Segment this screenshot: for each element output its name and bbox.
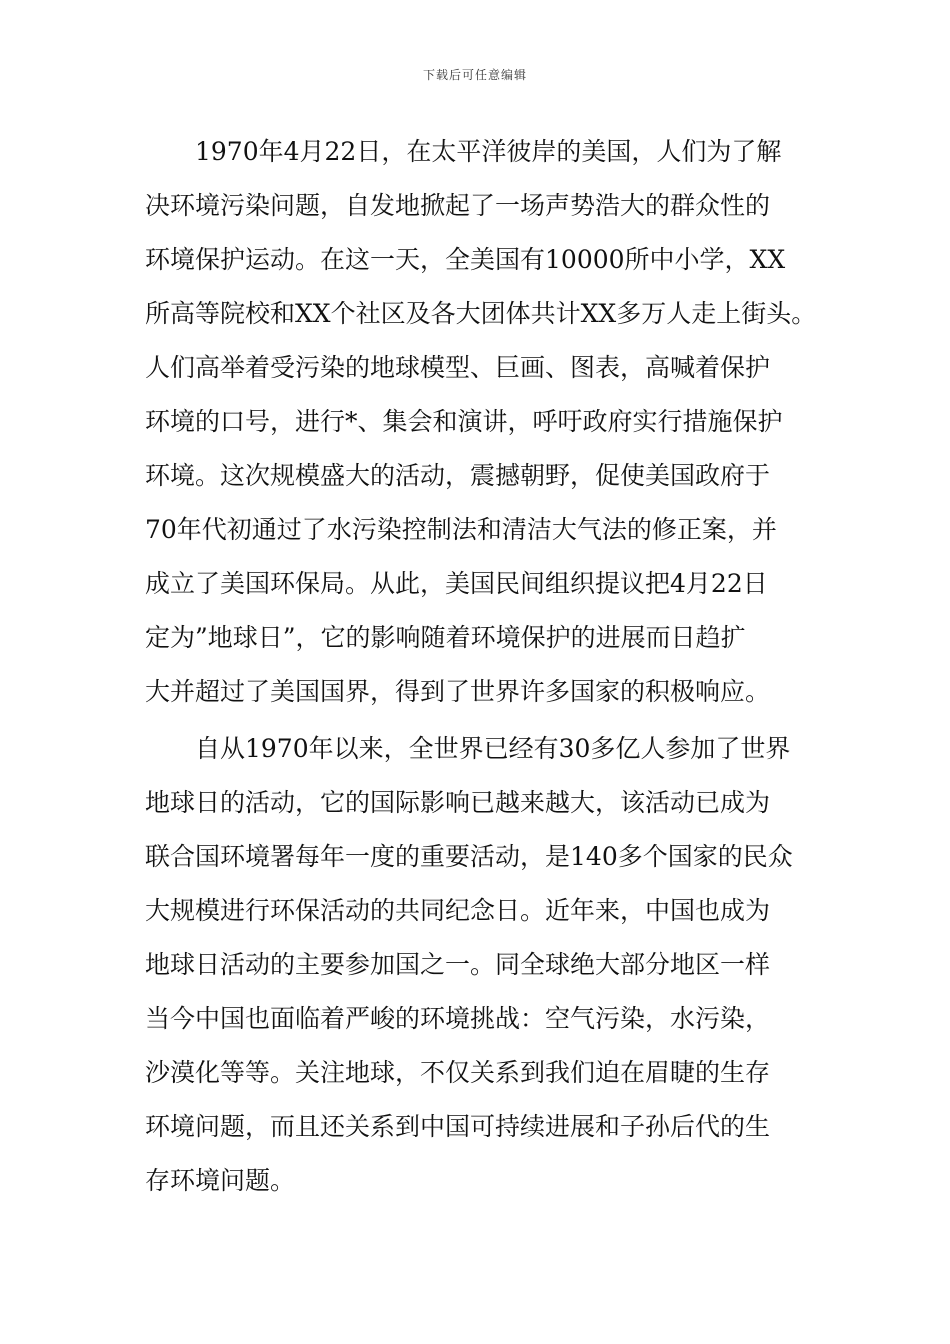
text-line: 70年代初通过了水污染控制法和清洁大气法的修正案，并 (145, 515, 777, 544)
page-header: 下载后可任意编辑 (422, 68, 527, 82)
text-line: 决环境污染问题，自发地掀起了一场声势浩大的群众性的 (145, 191, 771, 220)
text-line: 成立了美国环保局。从此，美国民间组织提议把4月22日 (145, 569, 768, 598)
paragraph-earth-day-global (145, 722, 825, 1208)
text-line: 环境保护运动。在这一天，全美国有10000所中小学，XX (145, 245, 786, 274)
text-line: 联合国环境署每年一度的重要活动，是140多个国家的民众 (145, 842, 793, 871)
text-line: 1970年4月22日，在太平洋彼岸的美国，人们为了解 (145, 137, 782, 166)
text-line: 所高等院校和XX个社区及各大团体共计XX多万人走上街头。 (145, 299, 817, 328)
text-line: 环境问题，而且还关系到中国可持续进展和子孙后代的生 (145, 1112, 771, 1141)
text-line: 沙漠化等等。关注地球，不仅关系到我们迫在眉睫的生存 (145, 1058, 771, 1087)
paragraph-earth-day-origin (145, 125, 825, 719)
text-line: 人们高举着受污染的地球模型、巨画、图表，高喊着保护 (145, 353, 771, 382)
text-line: 地球日活动的主要参加国之一。同全球绝大部分地区一样 (145, 950, 771, 979)
text-line: 地球日的活动，它的国际影响已越来越大，该活动已成为 (145, 788, 771, 817)
text-line: 定为”地球日”，它的影响随着环境保护的进展而日趋扩 (145, 623, 746, 652)
text-line: 环境的口号，进行*、集会和演讲，呼吁政府实行措施保护 (145, 407, 783, 436)
text-line: 当今中国也面临着严峻的环境挑战：空气污染，水污染， (145, 1004, 771, 1033)
text-line: 环境。这次规模盛大的活动，震撼朝野，促使美国政府于 (145, 461, 771, 490)
text-line: 大规模进行环保活动的共同纪念日。近年来，中国也成为 (145, 896, 771, 925)
text-line: 自从1970年以来，全世界已经有30多亿人参加了世界 (145, 734, 791, 763)
text-line: 存环境问题。 (145, 1166, 296, 1195)
text-line: 大并超过了美国国界，得到了世界许多国家的积极响应。 (145, 677, 771, 706)
